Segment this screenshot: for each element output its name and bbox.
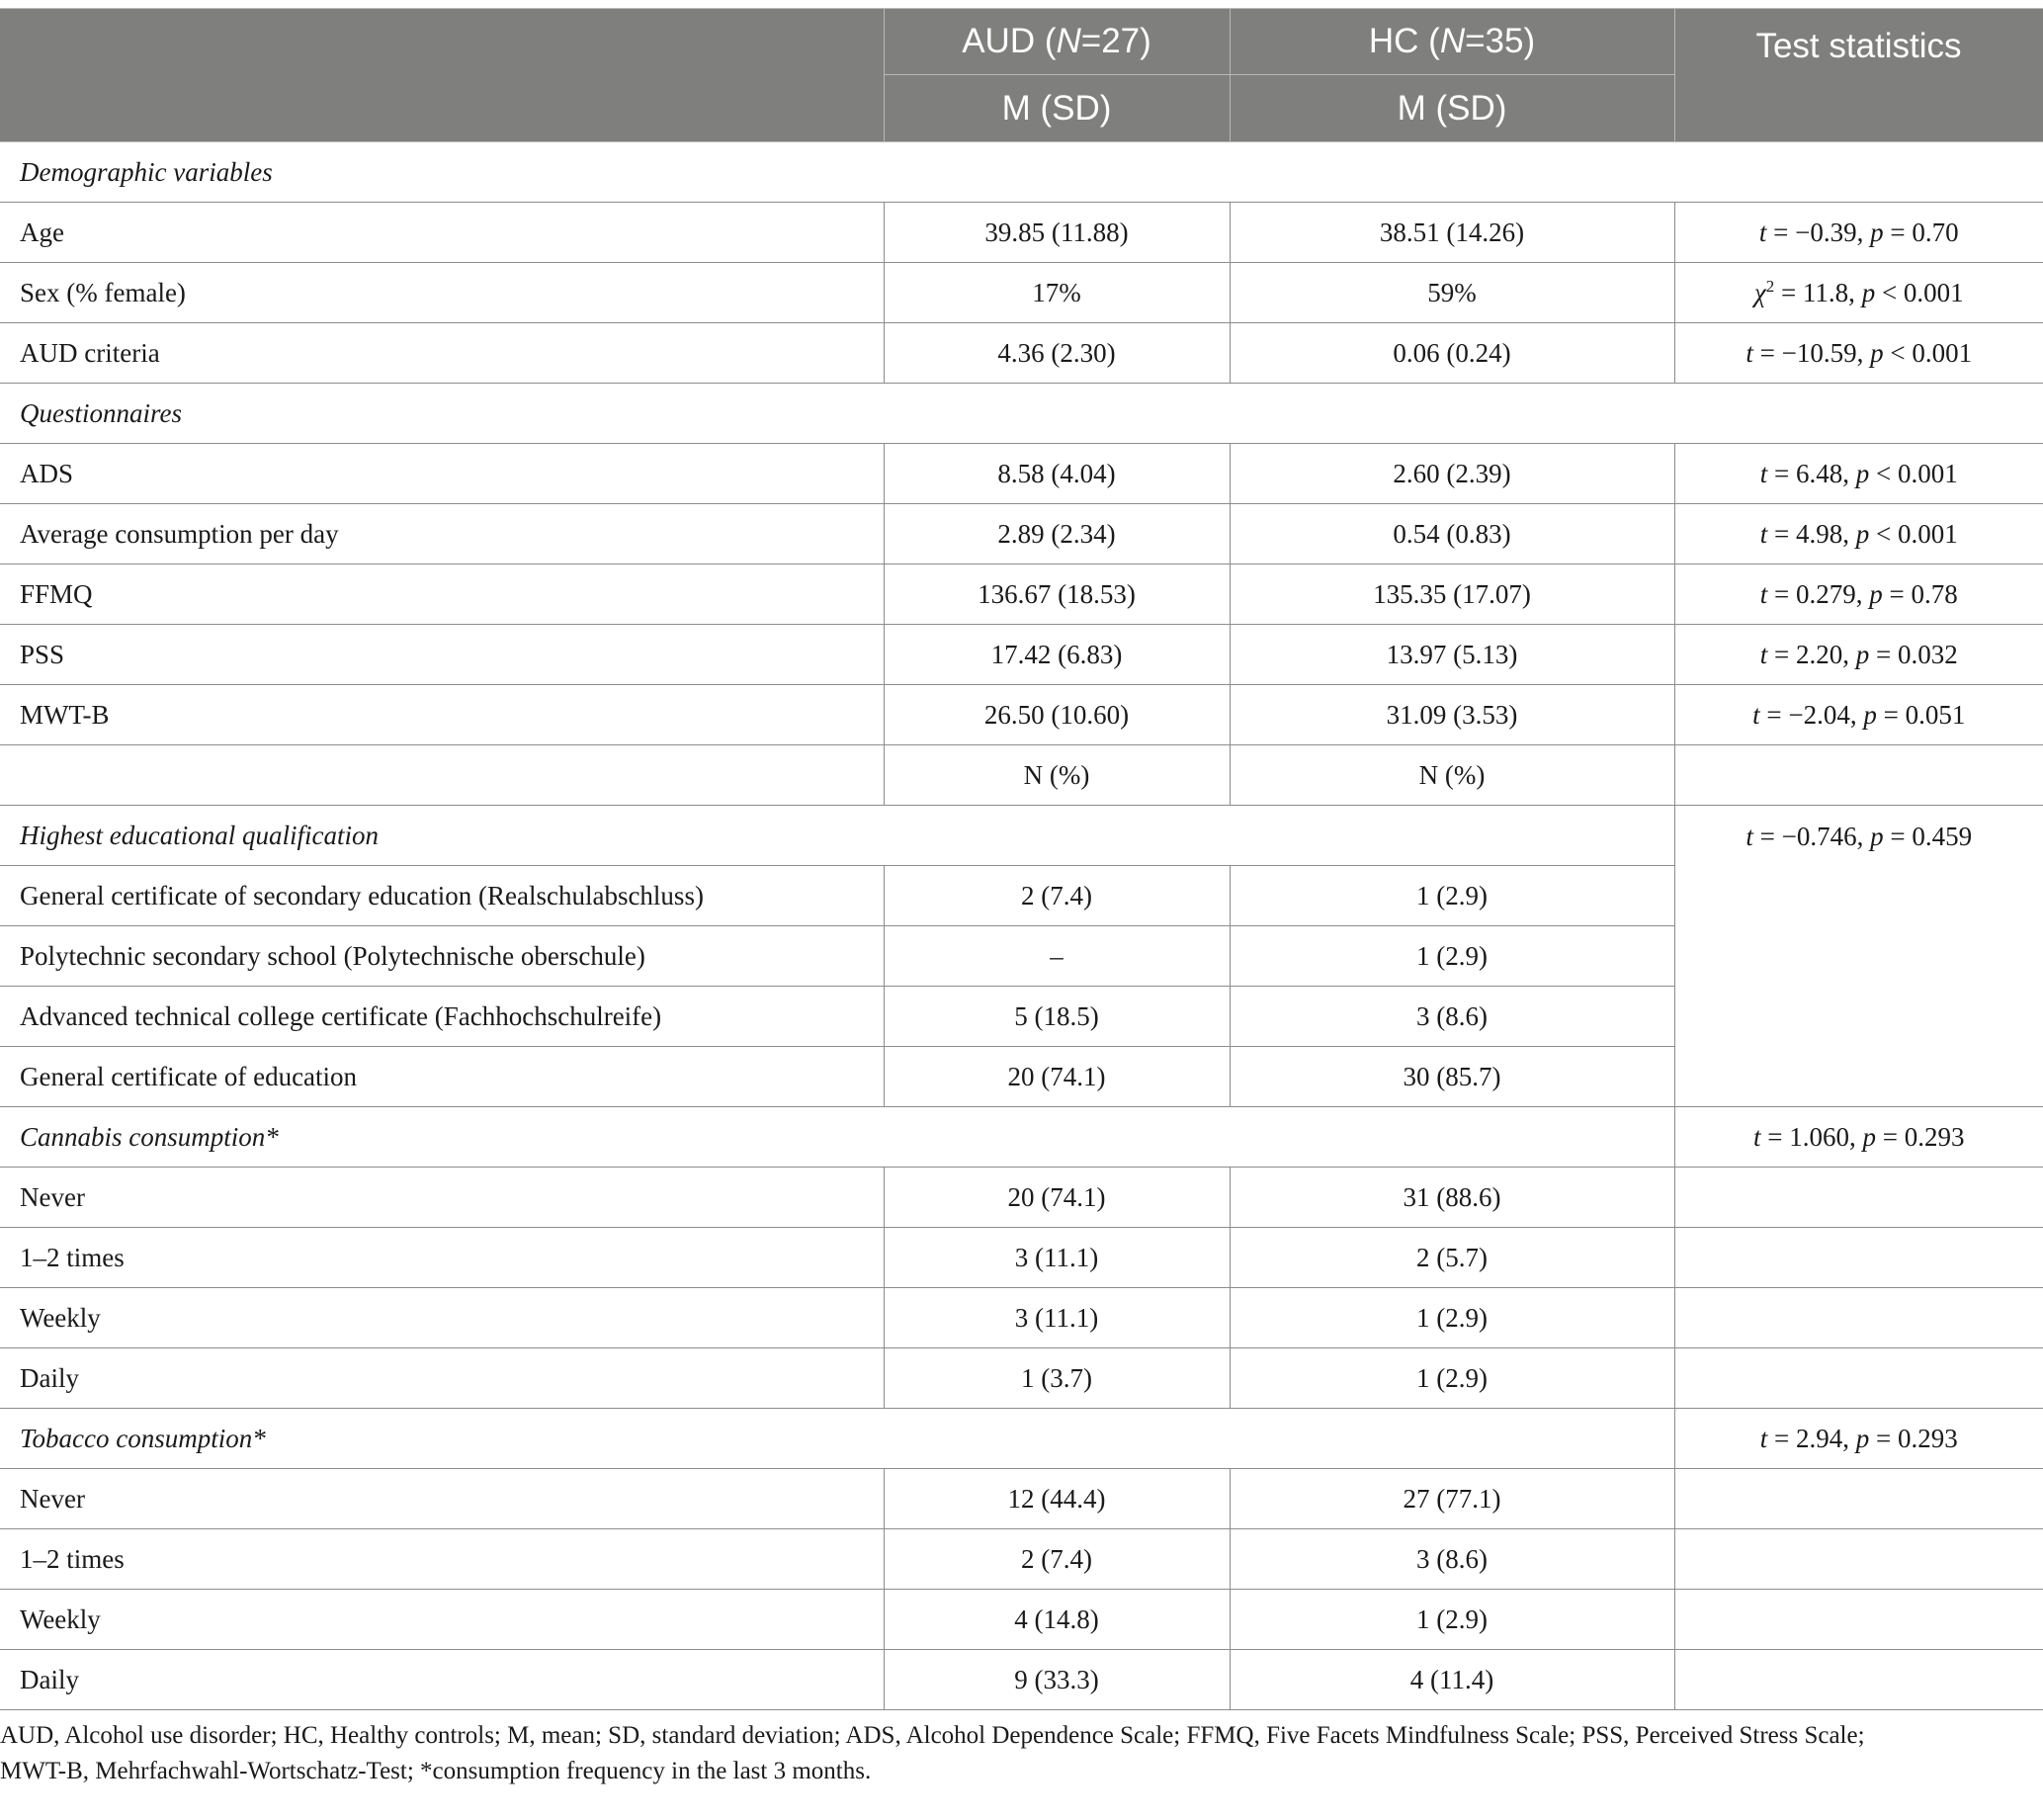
row-label: Polytechnic secondary school (Polytechnische oberschule) [0, 926, 884, 987]
test-statistic-empty [1674, 1348, 2043, 1409]
test-statistic-empty [1674, 1288, 2043, 1348]
row-label: Sex (% female) [0, 263, 884, 323]
row-label: Average consumption per day [0, 504, 884, 564]
header-aud-subheading: M (SD) [884, 75, 1230, 142]
table-row [0, 444, 2043, 504]
hc-value: 27 (77.1) [1230, 1469, 1674, 1529]
test-statistic: t = 6.48, p < 0.001 [1674, 444, 2043, 504]
demographics-table [0, 8, 2043, 1710]
table-row [0, 1590, 2043, 1650]
section-label: Highest educational qualification [0, 806, 1674, 866]
table-row [0, 1469, 2043, 1529]
hc-value: 31.09 (3.53) [1230, 685, 1674, 745]
hc-value: 0.54 (0.83) [1230, 504, 1674, 564]
aud-value: 4.36 (2.30) [884, 323, 1230, 384]
test-statistic: t = −0.746, p = 0.459 [1674, 806, 2043, 1107]
table-row [0, 1228, 2043, 1288]
aud-value: 3 (11.1) [884, 1288, 1230, 1348]
section-label: Cannabis consumption* [0, 1107, 1674, 1168]
hc-value: 3 (8.6) [1230, 1529, 1674, 1590]
test-statistic-empty [1674, 1650, 2043, 1710]
hc-value: 1 (2.9) [1230, 1590, 1674, 1650]
section-row-tobacco [0, 1409, 2043, 1469]
test-statistic-empty [1674, 1469, 2043, 1529]
hc-value: 13.97 (5.13) [1230, 625, 1674, 685]
row-label-empty [0, 745, 884, 806]
row-label: Daily [0, 1348, 884, 1409]
hc-value: 1 (2.9) [1230, 1348, 1674, 1409]
section-label: Questionnaires [0, 384, 2043, 444]
footnote-line-2: MWT-B, Mehrfachwahl-Wortschatz-Test; *consumption frequency in the last 3 months. [0, 1758, 872, 1784]
aud-value: 39.85 (11.88) [884, 203, 1230, 263]
table-row [0, 1529, 2043, 1590]
hc-value: 31 (88.6) [1230, 1168, 1674, 1228]
table-body [0, 142, 2043, 1710]
row-label: PSS [0, 625, 884, 685]
aud-value: 12 (44.4) [884, 1469, 1230, 1529]
header-test-statistics: Test statistics [1674, 9, 2043, 142]
row-label: Daily [0, 1650, 884, 1710]
section-row-cannabis [0, 1107, 2043, 1168]
row-label: Weekly [0, 1288, 884, 1348]
test-statistic-empty [1674, 1228, 2043, 1288]
hc-value: 1 (2.9) [1230, 866, 1674, 926]
test-statistic-empty [1674, 745, 2043, 806]
header-hc-group: HC (N=35) [1230, 9, 1674, 75]
test-statistic-empty [1674, 1590, 2043, 1650]
test-statistic: t = 4.98, p < 0.001 [1674, 504, 2043, 564]
section-row-questionnaires [0, 384, 2043, 444]
hc-value: 2 (5.7) [1230, 1228, 1674, 1288]
test-statistic: t = 1.060, p = 0.293 [1674, 1107, 2043, 1168]
hc-value: 38.51 (14.26) [1230, 203, 1674, 263]
hc-subheading: N (%) [1230, 745, 1674, 806]
section-row-education [0, 806, 2043, 866]
row-label: ADS [0, 444, 884, 504]
aud-value: 17.42 (6.83) [884, 625, 1230, 685]
row-label: MWT-B [0, 685, 884, 745]
aud-value: 1 (3.7) [884, 1348, 1230, 1409]
table-row [0, 1650, 2043, 1710]
hc-value: 1 (2.9) [1230, 926, 1674, 987]
test-statistic: t = 2.20, p = 0.032 [1674, 625, 2043, 685]
hc-value: 135.35 (17.07) [1230, 564, 1674, 625]
section-label: Tobacco consumption* [0, 1409, 1674, 1469]
aud-value: 8.58 (4.04) [884, 444, 1230, 504]
table-row [0, 323, 2043, 384]
test-statistic: $\chi^2 = 11.8$, p < 0.001 [1674, 263, 2043, 323]
aud-value: 2 (7.4) [884, 866, 1230, 926]
aud-value: 4 (14.8) [884, 1590, 1230, 1650]
aud-subheading: N (%) [884, 745, 1230, 806]
row-label: General certificate of secondary education (Realschulabschluss) [0, 866, 884, 926]
test-statistic: t = −2.04, p = 0.051 [1674, 685, 2043, 745]
aud-value: 17% [884, 263, 1230, 323]
aud-value: 5 (18.5) [884, 987, 1230, 1047]
footnote-line-1: AUD, Alcohol use disorder; HC, Healthy controls; M, mean; SD, standard deviation; ADS, Alcohol Dependence Scale; FFMQ, Five Facets Mindfulness Scale; PSS, Perceived Stress Scale; [0, 1722, 1865, 1749]
hc-value: 1 (2.9) [1230, 1288, 1674, 1348]
hc-value: 3 (8.6) [1230, 987, 1674, 1047]
aud-value: – [884, 926, 1230, 987]
aud-value: 20 (74.1) [884, 1168, 1230, 1228]
hc-value: 30 (85.7) [1230, 1047, 1674, 1107]
table-row [0, 263, 2043, 323]
test-statistic: t = −0.39, p = 0.70 [1674, 203, 2043, 263]
row-label: Never [0, 1469, 884, 1529]
table-footnote [0, 1718, 2043, 1789]
hc-value: 0.06 (0.24) [1230, 323, 1674, 384]
table-row [0, 1348, 2043, 1409]
row-label: AUD criteria [0, 323, 884, 384]
row-label: 1–2 times [0, 1228, 884, 1288]
row-label: Weekly [0, 1590, 884, 1650]
section-label: Demographic variables [0, 142, 2043, 203]
row-label: FFMQ [0, 564, 884, 625]
row-label: Age [0, 203, 884, 263]
table-row [0, 1288, 2043, 1348]
hc-value: 4 (11.4) [1230, 1650, 1674, 1710]
test-statistic: t = −10.59, p < 0.001 [1674, 323, 2043, 384]
test-statistic-empty [1674, 1529, 2043, 1590]
header-aud-group: AUD (N=27) [884, 9, 1230, 75]
table-row [0, 1168, 2043, 1228]
aud-value: 20 (74.1) [884, 1047, 1230, 1107]
aud-value: 2.89 (2.34) [884, 504, 1230, 564]
hc-value: 59% [1230, 263, 1674, 323]
aud-value: 26.50 (10.60) [884, 685, 1230, 745]
aud-value: 136.67 (18.53) [884, 564, 1230, 625]
test-statistic: t = 0.279, p = 0.78 [1674, 564, 2043, 625]
table-header [0, 9, 2043, 142]
hc-value: 2.60 (2.39) [1230, 444, 1674, 504]
aud-value: 9 (33.3) [884, 1650, 1230, 1710]
header-hc-subheading: M (SD) [1230, 75, 1674, 142]
row-label: Advanced technical college certificate (Fachhochschulreife) [0, 987, 884, 1047]
test-statistic: t = 2.94, p = 0.293 [1674, 1409, 2043, 1469]
row-label: Never [0, 1168, 884, 1228]
subheader-row-n-percent [0, 745, 2043, 806]
table-row [0, 564, 2043, 625]
table-row [0, 685, 2043, 745]
table-row [0, 625, 2043, 685]
table-row [0, 203, 2043, 263]
row-label: General certificate of education [0, 1047, 884, 1107]
aud-value: 2 (7.4) [884, 1529, 1230, 1590]
test-statistic-empty [1674, 1168, 2043, 1228]
aud-value: 3 (11.1) [884, 1228, 1230, 1288]
row-label: 1–2 times [0, 1529, 884, 1590]
section-row-demographics [0, 142, 2043, 203]
header-blank-cell [0, 9, 884, 142]
table-row [0, 504, 2043, 564]
